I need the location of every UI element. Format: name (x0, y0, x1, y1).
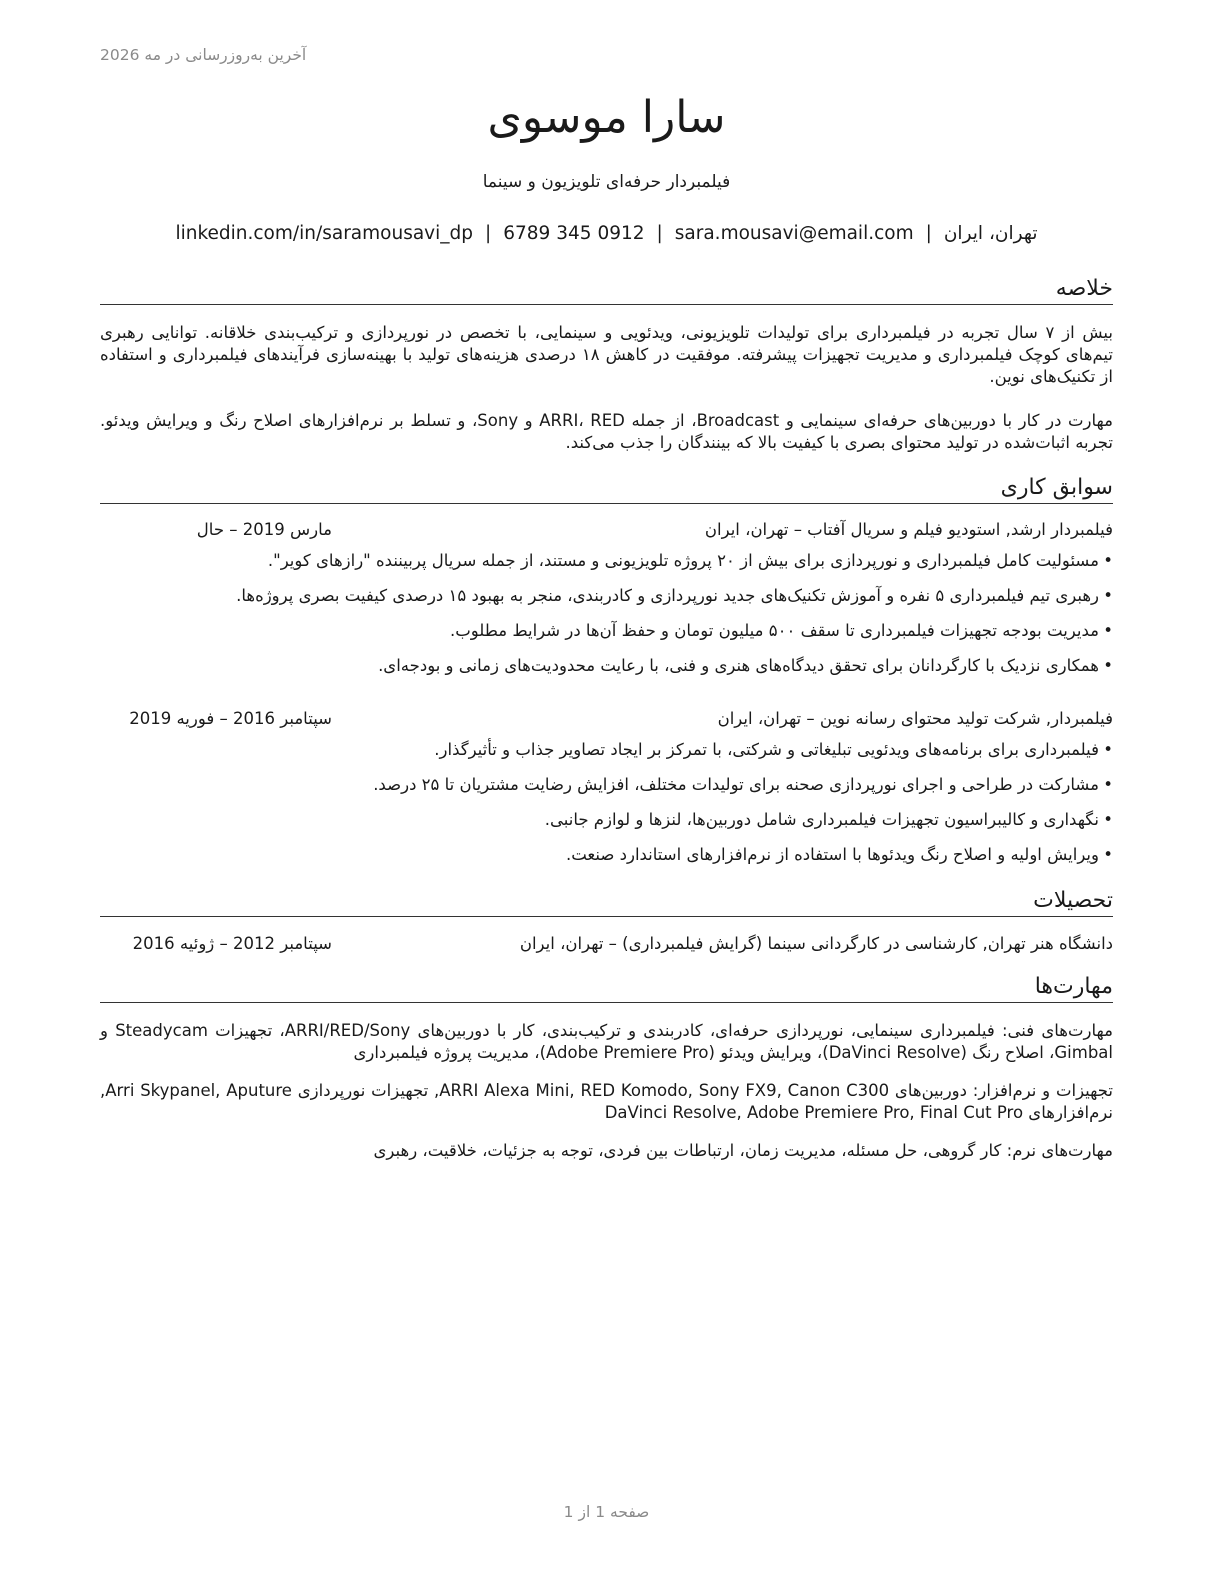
contact-location: تهران، ایران (943, 223, 1038, 244)
list-item (100, 585, 1113, 620)
bullet-text: همکاری نزدیک با کارگردانان برای تحقق دیدگاه‌های هنری و فنی، با رعایت محدودیت‌های زمانی و بودجه‌ای. (378, 656, 1099, 675)
bullet-icon: • (1103, 656, 1113, 675)
bullet-icon: • (1103, 775, 1113, 794)
contact-separator: | (656, 223, 663, 244)
summary-paragraph-2: مهارت در کار با دوربین‌های حرفه‌ای سینمایی و Broadcast، از جمله ARRI، RED و Sony، و تسلط بر نرم‌افزارهای اصلاح رنگ و ویرایش ویدئو. تجربه اثبات‌شده در تولید محتوای بصری با کیفیت بالا که بینندگان را جذب می‌کند. (100, 411, 1113, 452)
bullet-text: ویرایش اولیه و اصلاح رنگ ویدئوها با استفاده از نرم‌افزارهای استاندارد صنعت. (565, 845, 1099, 864)
bullet-text: نگهداری و کالیبراسیون تجهیزات فیلمبرداری شامل دوربین‌ها، لنزها و لوازم جانبی. (544, 810, 1099, 829)
job-bullets (100, 739, 1113, 879)
skills-technical: مهارت‌های فنی: فیلمبرداری سینمایی، نورپردازی حرفه‌ای، کادربندی و ترکیب‌بندی، کار با دوربین‌های ARRI/RED/Sony، تجهیزات Steadycam و Gimbal، اصلاح رنگ (DaVinci Resolve)، ویرایش ویدئو (Adobe Premiere Pro)، مدیریت پروژه فیلمبرداری (100, 1021, 1113, 1062)
job-title: فیلمبردار ارشد, استودیو فیلم و سریال آفتاب – تهران، ایران (704, 520, 1113, 539)
summary-paragraph-1: بیش از ۷ سال تجربه در فیلمبرداری برای تولیدات تلویزیونی، ویدئویی و سینمایی، با تخصص در نورپردازی و ترکیب‌بندی خلاقانه. توانایی رهبری تیم‌های کوچک فیلمبرداری و مدیریت تجهیزات پیشرفته. موفقیت در کاهش ۱۸ درصدی هزینه‌های تولید با بهینه‌سازی فرآیندهای فیلمبرداری و استفاده از تکنیک‌های نوین. (100, 323, 1114, 386)
bullet-text: رهبری تیم فیلمبرداری ۵ نفره و آموزش تکنیک‌های جدید نورپردازی و کادربندی، منجر به بهبود ۱۵ درصدی کیفیت بصری پروژه‌ها. (236, 586, 1099, 605)
skills-heading: مهارت‌ها (100, 973, 1113, 1003)
contact-linkedin[interactable]: linkedin.com/in/saramousavi_dp (175, 223, 474, 244)
summary-heading: خلاصه (100, 275, 1113, 305)
bullet-icon: • (1103, 621, 1113, 640)
job-title: فیلمبردار, شرکت تولید محتوای رسانه نوین – تهران، ایران (717, 709, 1113, 728)
bullet-text: مدیریت بودجه تجهیزات فیلمبرداری تا سقف ۵۰۰ میلیون تومان و حفظ آن‌ها در شرایط مطلوب. (449, 621, 1099, 640)
job-subtitle: فیلمبردار حرفه‌ای تلویزیون و سینما (482, 172, 731, 192)
contact-line (100, 223, 1113, 244)
list-item (100, 550, 1113, 585)
contact-separator: | (925, 223, 932, 244)
contact-email[interactable]: sara.mousavi@email.com (674, 223, 914, 244)
job-header (100, 707, 1113, 731)
bullet-icon: • (1103, 551, 1113, 570)
education-dates: سپتامبر 2012 – ژوئیه 2016 (132, 934, 332, 953)
experience-heading: سوابق کاری (100, 474, 1113, 504)
skills-equipment: تجهیزات و نرم‌افزار: دوربین‌های ARRI Alexa Mini, RED Komodo, Sony FX9, Canon C300, تجهیزات نورپردازی Arri Skypanel, Aputure, نرم‌افزارهای DaVinci Resolve, Adobe Premiere Pro, Final Cut Pro (100, 1081, 1114, 1122)
list-item (100, 809, 1113, 844)
bullet-text: مسئولیت کامل فیلمبرداری و نورپردازی برای بیش از ۲۰ پروژه تلویزیونی و مستند، از جمله سریال پربیننده "رازهای کویر". (267, 551, 1099, 570)
person-name: سارا موسوی (487, 92, 726, 143)
bullet-text: مشارکت در طراحی و اجرای نورپردازی صحنه برای تولیدات مختلف، افزایش رضایت مشتریان تا ۲۵ درصد. (373, 775, 1099, 794)
list-item (100, 774, 1113, 809)
list-item (100, 739, 1113, 774)
list-item (100, 655, 1113, 690)
list-item (100, 844, 1113, 879)
bullet-icon: • (1103, 845, 1113, 864)
contact-phone: 0912 345 6789 (503, 223, 645, 244)
bullet-icon: • (1103, 740, 1113, 759)
job-dates: سپتامبر 2016 – فوریه 2019 (129, 709, 332, 728)
last-updated: آخرین به‌روزرسانی در مه 2026 (100, 46, 307, 64)
education-title: دانشگاه هنر تهران, کارشناسی در کارگردانی سینما (گرایش فیلمبرداری) – تهران، ایران (519, 934, 1113, 953)
bullet-icon: • (1103, 586, 1113, 605)
job-bullets (100, 550, 1113, 690)
list-item (100, 620, 1113, 655)
education-entry (100, 932, 1113, 956)
job-header (100, 518, 1113, 542)
page-number: صفحه 1 از 1 (563, 1503, 650, 1521)
resume-page (100, 0, 1113, 1584)
contact-separator: | (485, 223, 492, 244)
bullet-text: فیلمبرداری برای برنامه‌های ویدئویی تبلیغاتی و شرکتی، با تمرکز بر ایجاد تصاویر جذاب و تأثیرگذار. (434, 740, 1099, 759)
skills-soft: مهارت‌های نرم: کار گروهی، حل مسئله، مدیریت زمان، ارتباطات بین فردی، توجه به جزئیات، خلاقیت، رهبری (373, 1141, 1113, 1160)
education-heading: تحصیلات (100, 887, 1113, 917)
job-dates: مارس 2019 – حال (196, 520, 332, 539)
bullet-icon: • (1103, 810, 1113, 829)
